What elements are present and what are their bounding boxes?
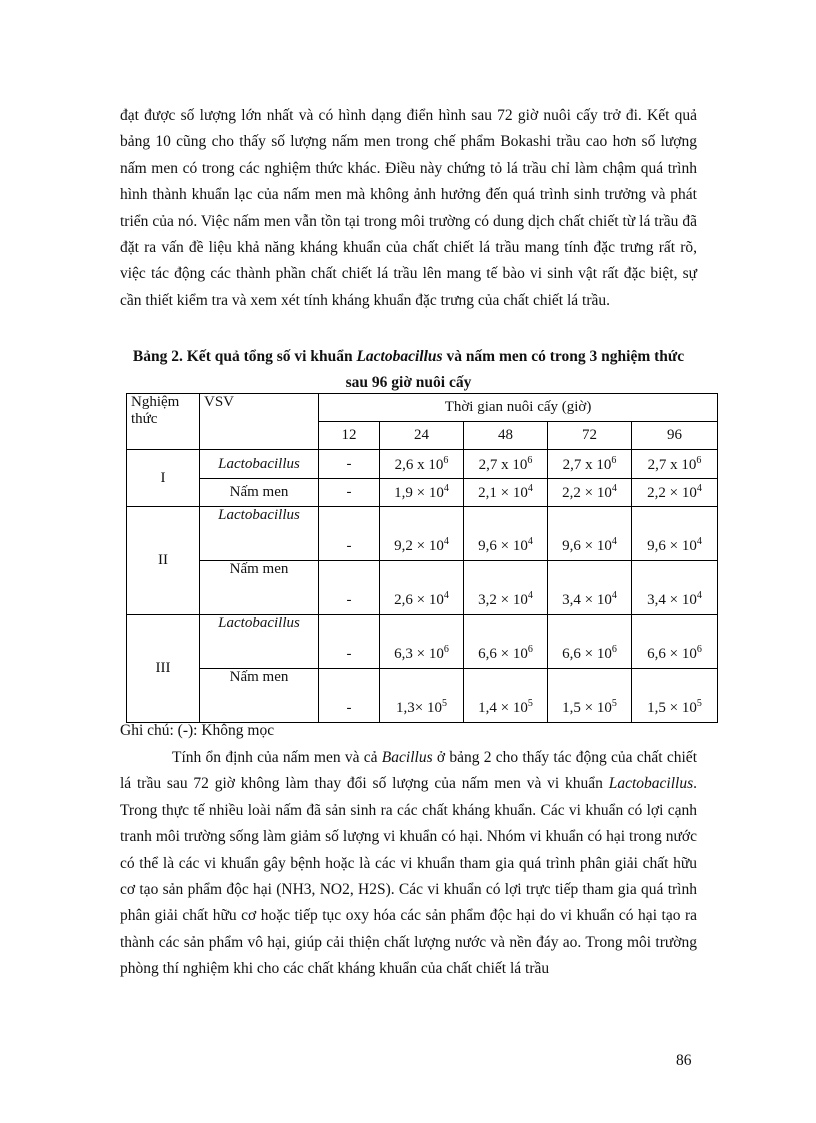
page-number: 86: [676, 1052, 692, 1069]
value-cell: $1,5 \times 10^5$: [548, 669, 632, 723]
header-hour: 12: [319, 422, 380, 450]
caption-italic: Lactobacillus: [356, 348, 443, 365]
treatment-label: III: [127, 615, 200, 723]
value-cell: $2,2 \times 10^4$: [548, 479, 632, 507]
header-hour: 72: [548, 422, 632, 450]
value-cell: $3,4 \times 10^4$: [632, 561, 718, 615]
value-cell: -: [319, 669, 380, 723]
paragraph-discussion: Tính ổn định của nấm men và cả Bacillus ở bảng 2 cho thấy tác động của chất chiết lá trầu sau 72 giờ không làm thay đổi số lượng của nấm men và vi khuẩn Lactobacillus. Trong thực tế nhiều loài nấm đã sản sinh ra các chất kháng khuẩn. Các vi khuẩn có lợi cạnh tranh môi trường sống làm giảm số lượng vi khuẩn có hại. Nhóm vi khuẩn có hại trong nước có thể là các vi khuẩn gây bệnh hoặc là các vi khuẩn tham gia quá trình phân giải chất hữu cơ tạo sản phẩm độc hại (NH3, NO2, H2S). Các vi khuẩn có lợi trực tiếp tham gia quá trình phân giải chất hữu cơ hoặc tiếp tục oxy hóa các sản phẩm độc hại do vi khuẩn có hại tạo ra thành các sản phẩm vô hại, giúp cải thiện chất lượng nước và nền đáy ao. Trong môi trường phòng thí nghiệm khi cho các chất kháng khuẩn của chất chiết lá trầu: [120, 749, 697, 978]
table-note: Ghi chú: (-): Không mọc: [120, 722, 275, 739]
caption-part1: Bảng 2. Kết quả tổng số vi khuẩn: [132, 348, 357, 365]
value-cell: $6,6 \times 10^6$: [548, 615, 632, 669]
header-time-group: Thời gian nuôi cấy (giờ): [319, 394, 718, 422]
value-cell: 2,7 x $10^6$: [464, 450, 548, 479]
value-cell: -: [319, 615, 380, 669]
value-cell: $1,9 \times 10^4$: [380, 479, 464, 507]
treatment-label: II: [127, 507, 200, 615]
header-hour: 24: [380, 422, 464, 450]
value-cell: -: [319, 479, 380, 507]
value-cell: $3,4 \times 10^4$: [548, 561, 632, 615]
table-row: [127, 450, 718, 479]
value-cell: $6,3 \times 10^6$: [380, 615, 464, 669]
value-cell: $2,1 \times 10^4$: [464, 479, 548, 507]
value-cell: $6,6 \times 10^6$: [464, 615, 548, 669]
value-cell: $2,2 \times 10^4$: [632, 479, 718, 507]
value-cell: -: [319, 561, 380, 615]
header-hour: 48: [464, 422, 548, 450]
value-cell: $1,4 \times 10^5$: [464, 669, 548, 723]
value-cell: -: [319, 450, 380, 479]
value-cell: $9,6 \times 10^4$: [548, 507, 632, 561]
value-cell: $2,6 \times 10^4$: [380, 561, 464, 615]
header-treatment: Nghiệm thức: [127, 394, 200, 450]
value-cell: $1,3\times 10^5$: [380, 669, 464, 723]
organism-cell: Lactobacillus: [200, 450, 319, 479]
caption-part2: và nấm men có trong 3 nghiệm thức sau 96 giờ nuôi cấy: [345, 348, 685, 391]
organism-cell: Nấm men: [200, 669, 319, 723]
header-organism: VSV: [200, 394, 319, 450]
value-cell: 2,6 x $10^6$: [380, 450, 464, 479]
value-cell: $6,6 \times 10^6$: [632, 615, 718, 669]
organism-cell: Lactobacillus: [200, 507, 319, 561]
value-cell: $1,5 \times 10^5$: [632, 669, 718, 723]
organism-cell: Nấm men: [200, 479, 319, 507]
header-hour: 96: [632, 422, 718, 450]
value-cell: $9,6 \times 10^4$: [632, 507, 718, 561]
value-cell: $3,2 \times 10^4$: [464, 561, 548, 615]
treatment-label: I: [127, 450, 200, 507]
organism-cell: Lactobacillus: [200, 615, 319, 669]
table-row: [127, 669, 718, 723]
value-cell: 2,7 x $10^6$: [632, 450, 718, 479]
value-cell: -: [319, 507, 380, 561]
organism-cell: Nấm men: [200, 561, 319, 615]
table-row: [127, 479, 718, 507]
value-cell: 2,7 x $10^6$: [548, 450, 632, 479]
table-row: [127, 615, 718, 669]
table-row: [127, 507, 718, 561]
table-row: [127, 561, 718, 615]
table-caption: [120, 344, 697, 396]
results-table: [126, 393, 718, 723]
paragraph-intro: đạt được số lượng lớn nhất và có hình dạng điển hình sau 72 giờ nuôi cấy trở đi. Kết quả bảng 10 cũng cho thấy số lượng nấm men trong chế phẩm Bokashi trầu cao hơn số lượng nấm men có trong các nghiệm thức khác. Điều này chứng tỏ lá trầu chỉ làm chậm quá trình hình thành khuẩn lạc của nấm men mà không ảnh hưởng đến quá trình sinh trưởng và phát triển của nó. Việc nấm men vẫn tồn tại trong môi trường có dung dịch chất chiết từ lá trầu đã đặt ra vấn đề liệu khả năng kháng khuẩn của chất chiết lá trầu mang tính đặc trưng rất rõ, việc tác động các thành phần chất chiết lá trầu lên mang tế bào vi sinh vật rất đặc biệt, sự cần thiết kiểm tra và xem xét tính kháng khuẩn đặc trưng của chất chiết lá trầu.: [120, 107, 697, 309]
value-cell: $9,6 \times 10^4$: [464, 507, 548, 561]
value-cell: $9,2 \times 10^4$: [380, 507, 464, 561]
